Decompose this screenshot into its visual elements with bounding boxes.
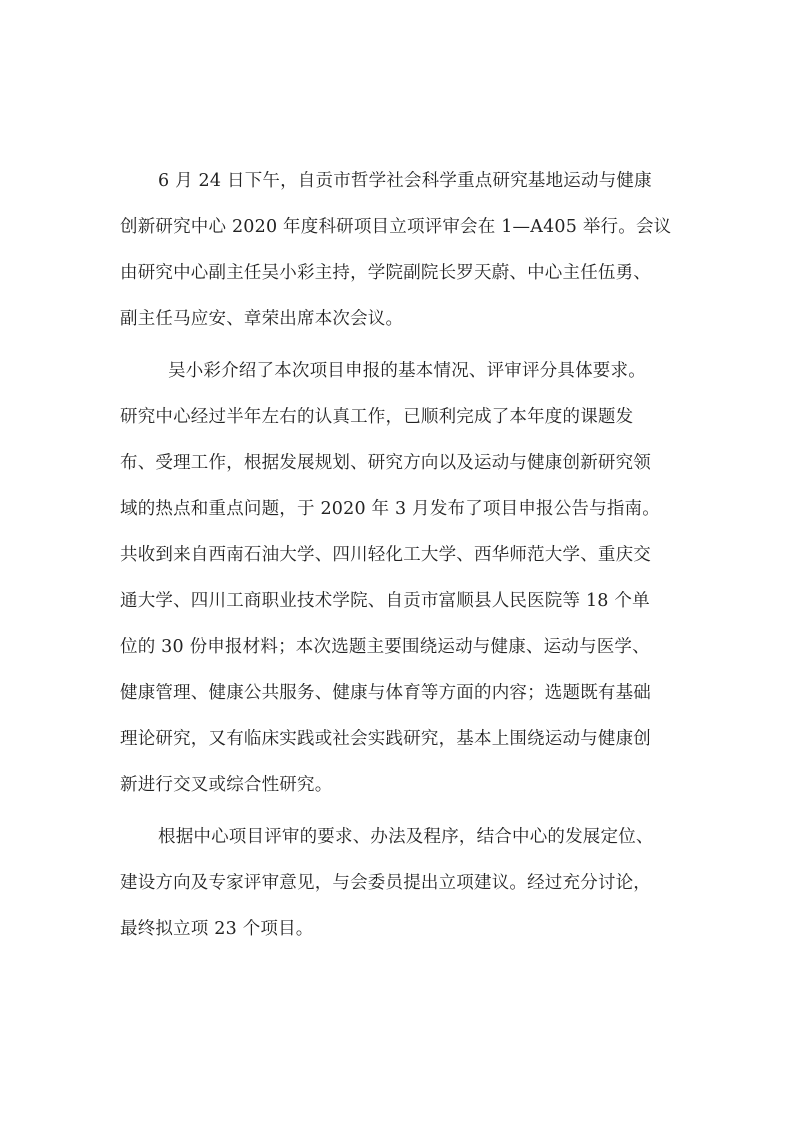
- paragraph-line: 由研究中心副主任吴小彩主持，学院副院长罗天蔚、中心主任伍勇、: [120, 263, 651, 283]
- paragraph-line: 吴小彩介绍了本次项目申报的基本情况、评审评分具体要求。: [168, 361, 646, 381]
- paragraph-line: 新进行交叉或综合性研究。: [120, 775, 333, 795]
- paragraph-application-details: [120, 348, 680, 808]
- paragraph-line: 理论研究，又有临床实践或社会实践研究，基本上围绕运动与健康创: [120, 729, 651, 749]
- paragraph-line: 健康管理、健康公共服务、健康与体育等方面的内容；选题既有基础: [120, 683, 651, 703]
- paragraph-conclusion: [120, 814, 680, 952]
- document-body: [120, 158, 680, 952]
- paragraph-line: 副主任马应安、章荣出席本次会议。: [120, 309, 404, 329]
- paragraph-line: 通大学、四川工商职业技术学院、自贡市富顺县人民医院等 18 个单: [120, 591, 650, 611]
- paragraph-meeting-overview: [120, 158, 680, 342]
- paragraph-line: 6 月 24 日下午，自贡市哲学社会科学重点研究基地运动与健康: [158, 171, 652, 191]
- paragraph-line: 位的 30 份申报材料；本次选题主要围绕运动与健康、运动与医学、: [120, 637, 650, 657]
- paragraph-line: 共收到来自西南石油大学、四川轻化工大学、西华师范大学、重庆交: [120, 545, 651, 565]
- paragraph-line: 创新研究中心 2020 年度科研项目立项评审会在 1—A405 举行。会议: [120, 217, 672, 237]
- paragraph-line: 最终拟立项 23 个项目。: [120, 919, 314, 939]
- paragraph-line: 建设方向及专家评审意见，与会委员提出立项建议。经过充分讨论，: [120, 873, 651, 893]
- paragraph-line: 布、受理工作，根据发展规划、研究方向以及运动与健康创新研究领: [120, 453, 651, 473]
- paragraph-line: 研究中心经过半年左右的认真工作，已顺利完成了本年度的课题发: [120, 407, 634, 427]
- paragraph-line: 根据中心项目评审的要求、办法及程序，结合中心的发展定位、: [158, 827, 654, 847]
- paragraph-line: 域的热点和重点问题，于 2020 年 3 月发布了项目申报公告与指南。: [120, 499, 660, 519]
